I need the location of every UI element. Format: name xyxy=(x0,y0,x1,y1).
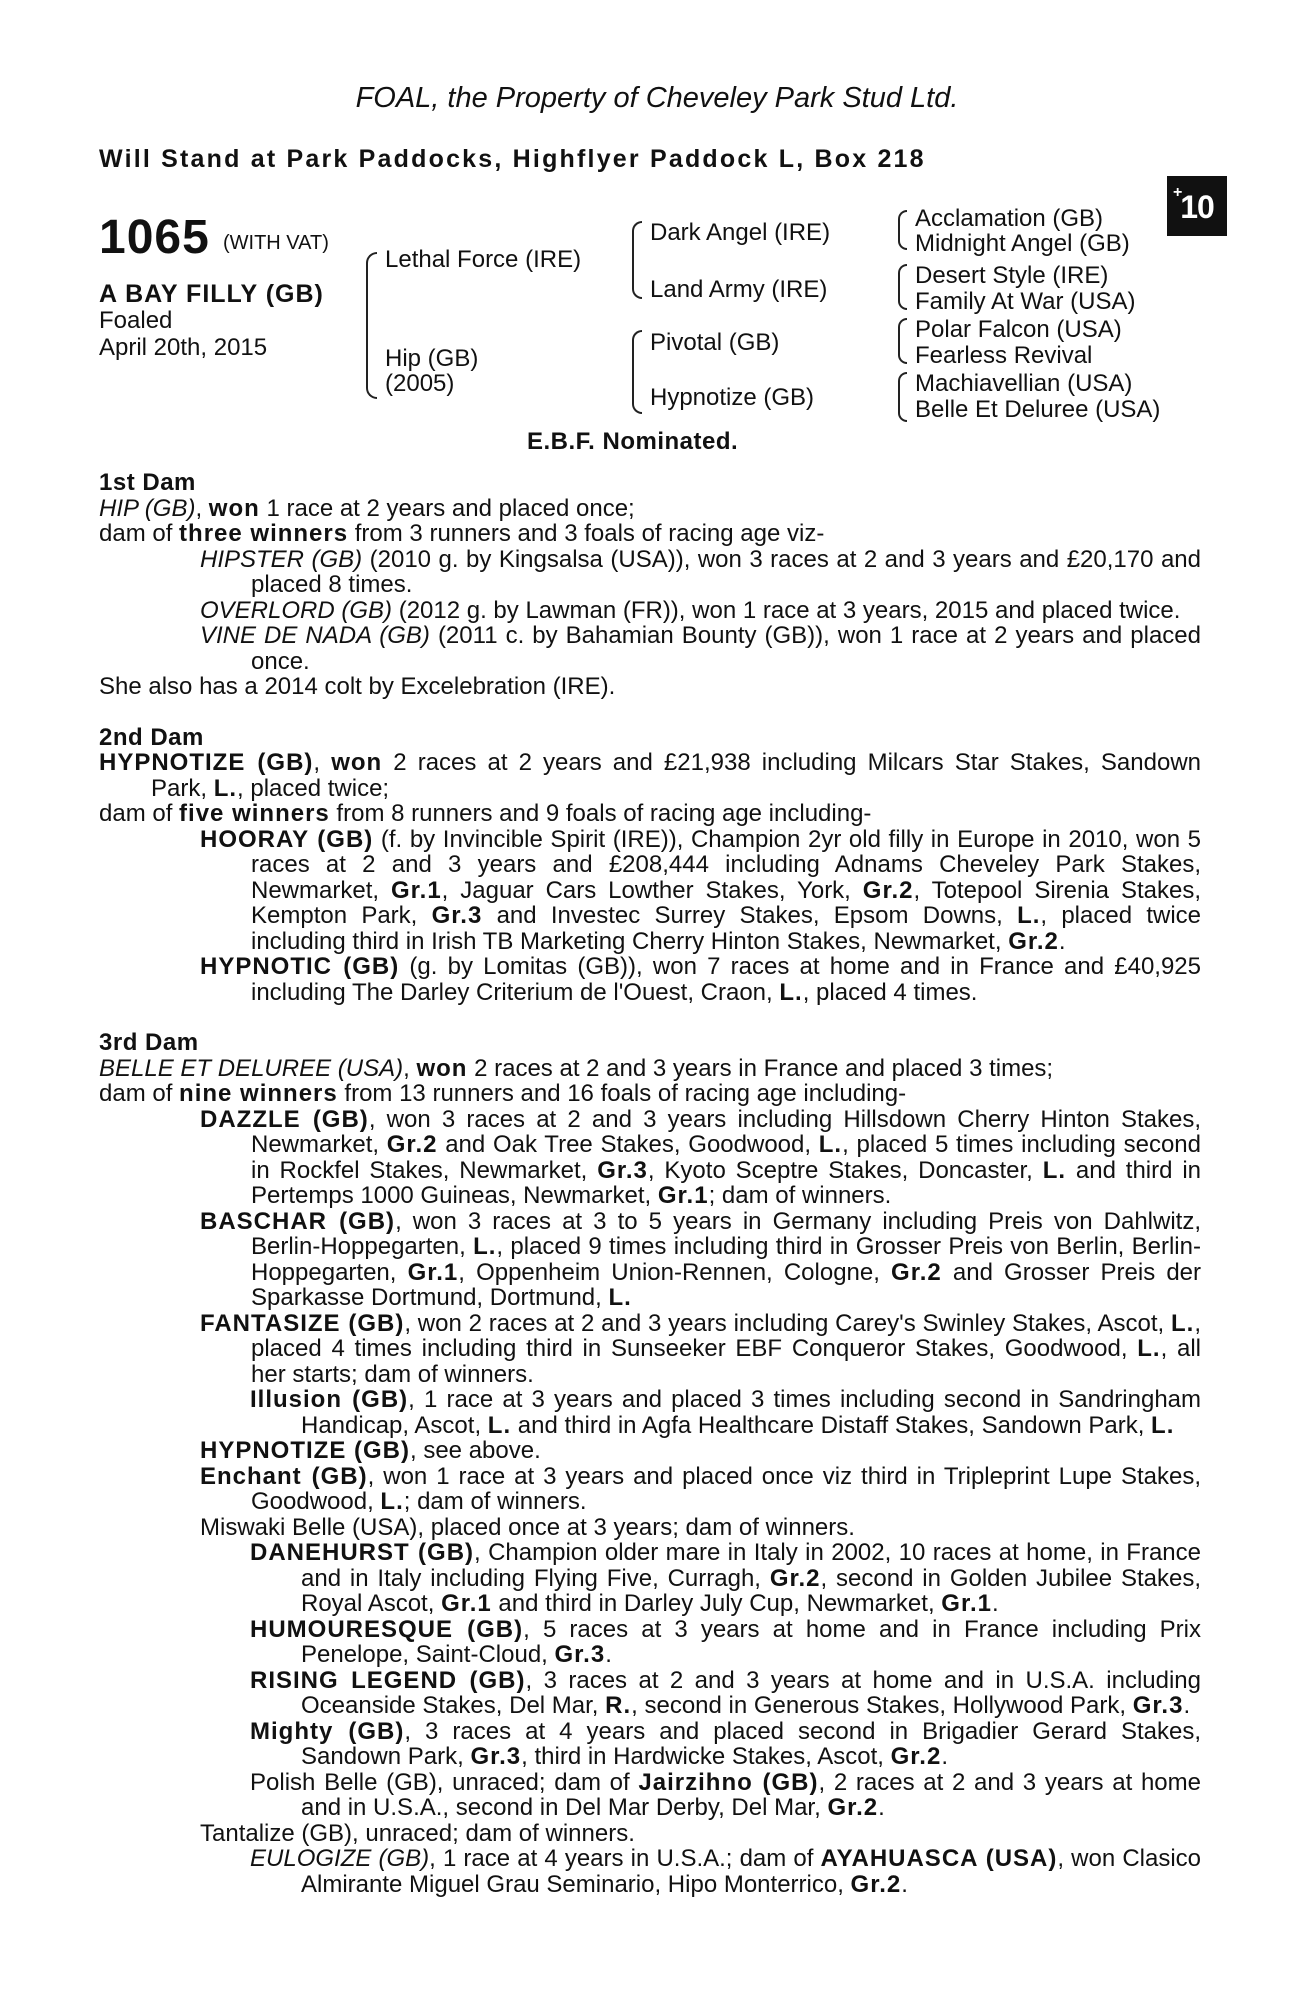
first-dam-produce-2: OVERLORD (GB) (2012 g. by Lawman (FR)), won 1 race at 3 years, 2015 and placed twice. xyxy=(200,596,1181,624)
pedigree-gg-8: Belle Et Deluree (USA) xyxy=(915,396,1161,423)
third-dam-tantalize: Tantalize (GB), unraced; dam of winners. xyxy=(200,1819,635,1847)
third-dam-enchant: Enchant (GB), won 1 race at 3 years and placed once viz third in Tripleprint Lupe Stakes, Goodwood, L.; dam of winners. xyxy=(200,1462,1202,1515)
horse-description: A BAY FILLY (GB) xyxy=(99,280,324,308)
second-dam-produce: dam of five winners from 8 runners and 9 foals of racing age including- xyxy=(99,800,872,827)
first-dam-intro: HIP (GB), won 1 race at 2 years and placed once; xyxy=(99,494,635,522)
first-dam-also: She also has a 2014 colt by Excelebration (IRE). xyxy=(99,673,616,700)
ebf-nominated: E.B.F. Nominated. xyxy=(527,428,739,455)
second-dam-heading: 2nd Dam xyxy=(99,723,204,751)
second-dam-produce-2: HYPNOTIC (GB) (g. by Lomitas (GB)), won 7 races at home and in France and £40,925 including The Darley Criterium de l'Ouest, Craon, L., placed 4 times. xyxy=(200,953,1202,1006)
pedigree-dam: Hip (GB) xyxy=(385,345,479,372)
pedigree-gg-7: Machiavellian (USA) xyxy=(915,370,1133,397)
sire-dam-bracket xyxy=(366,252,377,399)
third-dam-mighty: Mighty (GB), 3 races at 4 years and placed second in Brigadier Gerard Stakes, Sandown Park, Gr.3, third in Hardwicke Stakes, Ascot, Gr.2. xyxy=(250,1717,1201,1770)
pedigree-dam-sire: Pivotal (GB) xyxy=(650,329,780,356)
gg-bracket-3 xyxy=(898,318,907,364)
pedigree-sire-sire: Dark Angel (IRE) xyxy=(650,219,831,246)
pedigree-gg-4: Family At War (USA) xyxy=(915,288,1136,315)
pedigree-gg-3: Desert Style (IRE) xyxy=(915,262,1109,289)
pedigree-dam-dam: Hypnotize (GB) xyxy=(650,384,815,411)
first-dam-produce: dam of three winners from 3 runners and 3 foals of racing age viz- xyxy=(99,520,825,547)
pedigree-gg-6: Fearless Revival xyxy=(915,342,1093,369)
pedigree-notes xyxy=(99,470,1201,1897)
third-dam-rising-legend: RISING LEGEND (GB), 3 races at 2 and 3 years at home and in U.S.A. including Oceanside Stakes, Del Mar, R., second in Generous Stakes, Hollywood Park, Gr.3. xyxy=(250,1666,1201,1719)
second-dam-intro: HYPNOTIZE (GB), won 2 races at 2 years and £21,938 including Milcars Star Stakes, Sandown Park, L., placed twice; xyxy=(99,749,1201,802)
third-dam-heading: 3rd Dam xyxy=(99,1029,199,1056)
third-dam-fantasize: FANTASIZE (GB), won 2 races at 2 and 3 years including Carey's Swinley Stakes, Ascot, L., placed 4 times including third in Sunseeker EBF Conqueror Stakes, Goodwood, L., all her starts; dam of winners. xyxy=(200,1309,1201,1388)
third-dam-intro: BELLE ET DELUREE (USA), won 2 races at 2 and 3 years in France and placed 3 times; xyxy=(99,1054,1054,1082)
foaled-label: Foaled xyxy=(99,307,173,334)
stand-location: Will Stand at Park Paddocks, Highflyer Paddock L, Box 218 xyxy=(99,145,926,173)
pedigree-gg-2: Midnight Angel (GB) xyxy=(915,230,1130,257)
first-dam-produce-1: HIPSTER (GB) (2010 g. by Kingsalsa (USA)), won 3 races at 2 and 3 years and £20,170 and placed 8 times. xyxy=(200,545,1201,598)
third-dam-illusion: Illusion (GB), 1 race at 3 years and placed 3 times including second in Sandringham Handicap, Ascot, L. and third in Agfa Healthcare Distaff Stakes, Sandown Park, L. xyxy=(250,1386,1202,1439)
third-dam-eulogize: EULOGIZE (GB), 1 race at 4 years in U.S.A.; dam of AYAHUASCA (USA), won Clasico Almirante Miguel Grau Seminario, Hipo Monterrico, Gr.2. xyxy=(250,1845,1202,1898)
third-dam-produce: dam of nine winners from 13 runners and 16 foals of racing age including- xyxy=(99,1080,907,1107)
badge-number: 10 xyxy=(1180,189,1214,225)
third-dam-miswaki: Miswaki Belle (USA), placed once at 3 years; dam of winners. xyxy=(200,1513,855,1541)
pedigree-gg-1: Acclamation (GB) xyxy=(915,205,1104,232)
second-dam-produce-1: HOORAY (GB) (f. by Invincible Spirit (IRE)), Champion 2yr old filly in Europe in 2010, won 5 races at 2 and 3 years and £208,444 including Adnams Cheveley Park Stakes, Newmarket, Gr.1, Jaguar Cars Lowther Stakes, York, Gr.2, Totepool Sirenia Stakes, Kempton Park, Gr.3 and Investec Surrey Stakes, Epsom Downs, L., placed twice including third in Irish TB Marketing Cherry Hinton Stakes, Newmarket, Gr.2. xyxy=(200,825,1201,955)
third-dam-dazzle: DAZZLE (GB), won 3 races at 2 and 3 years including Hillsdown Cherry Hinton Stakes, Newmarket, Gr.2 and Oak Tree Stakes, Goodwood, L., placed 5 times including second in Rockfel Stakes, Newmarket, Gr.3, Kyoto Sceptre Stakes, Doncaster, L. and third in Pertemps 1000 Guineas, Newmarket, Gr.1; dam of winners. xyxy=(200,1105,1202,1209)
gg-bracket-1 xyxy=(898,210,907,250)
badge-plus: + xyxy=(1173,184,1182,201)
gg-bracket-4 xyxy=(898,372,907,422)
catalogue-title: FOAL, the Property of Cheveley Park Stud Ltd. xyxy=(355,82,959,114)
gg-bracket-2 xyxy=(898,264,907,310)
third-dam-polish-belle: Polish Belle (GB), unraced; dam of Jairzihno (GB), 2 races at 2 and 3 years at home and in U.S.A., second in Del Mar Derby, Del Mar, Gr.2. xyxy=(250,1768,1201,1821)
third-dam-hypnotize: HYPNOTIZE (GB), see above. xyxy=(200,1437,541,1464)
third-dam-danehurst: DANEHURST (GB), Champion older mare in Italy in 2002, 10 races at home, in France and in Italy including Flying Five, Curragh, Gr.2, second in Golden Jubilee Stakes, Royal Ascot, Gr.1 and third in Darley July Cup, Newmarket, Gr.1. xyxy=(250,1539,1202,1617)
dam-line-bracket xyxy=(632,330,642,414)
third-dam-humouresque: HUMOURESQUE (GB), 5 races at 3 years at home and in France including Prix Penelope, Saint-Cloud, Gr.3. xyxy=(250,1615,1201,1668)
vat-note: (WITH VAT) xyxy=(223,232,329,254)
first-dam-produce-3: VINE DE NADA (GB) (2011 c. by Bahamian Bounty (GB)), won 1 race at 2 years and placed once. xyxy=(200,622,1201,675)
pedigree-sire: Lethal Force (IRE) xyxy=(385,246,582,273)
first-dam-heading: 1st Dam xyxy=(99,469,196,496)
pedigree-sire-dam: Land Army (IRE) xyxy=(650,276,828,303)
pedigree-gg-5: Polar Falcon (USA) xyxy=(915,316,1122,343)
third-dam-baschar: BASCHAR (GB), won 3 races at 3 to 5 years in Germany including Preis von Dahlwitz, Berlin-Hoppegarten, L., placed 9 times including third in Grosser Preis von Berlin, Berlin-Hoppegarten, Gr.1, Oppenheim Union-Rennen, Cologne, Gr.2 and Grosser Preis der Sparkasse Dortmund, Dortmund, L. xyxy=(200,1207,1202,1311)
lot-number: 1065 xyxy=(99,211,210,264)
badge-ten xyxy=(1167,176,1227,236)
sire-line-bracket xyxy=(632,221,642,299)
pedigree-dam-year: (2005) xyxy=(385,370,455,397)
foaled-date: April 20th, 2015 xyxy=(99,334,268,361)
